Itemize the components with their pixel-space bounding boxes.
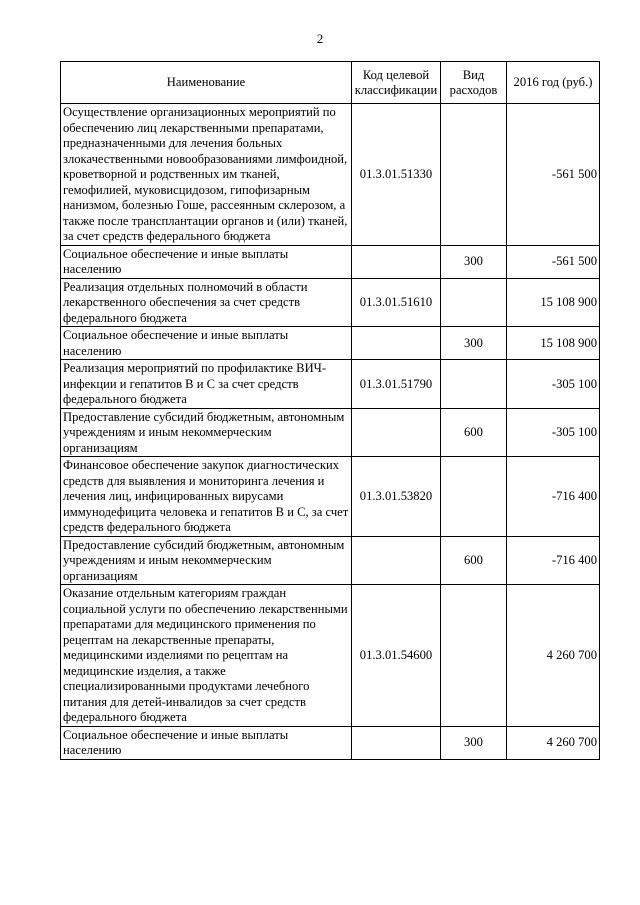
row-expense-type: 300 (441, 327, 507, 360)
row-name: Социальное обеспечение и иные выплаты населению (61, 327, 352, 360)
row-name: Оказание отдельным категориям граждан социальной услуги по обеспечению лекарственными препаратами для медицинского применения по рецептам на лекарственные препараты, медицинскими изделиями по рецептам на медицинские изделия, а также специализированными продуктами лечебного питания для детей-инвалидов за счет средств федерального бюджета (61, 585, 352, 727)
row-code: 01.3.01.51330 (352, 104, 441, 246)
header-expense-type: Вид расходов (441, 62, 507, 104)
row-expense-type: 600 (441, 408, 507, 457)
row-name: Осуществление организационных мероприятий по обеспечению лиц лекарственными препаратами, предназначенными для лечения больных злокачественными новообразованиями лимфоидной, кроветворной и родственных им тканей, гемофилией, муковисцидозом, гипофизарным нанизмом, болезнью Гоше, рассеянным склерозом, а также после трансплантации органов и (или) тканей, за счет средств федерального бюджета (61, 104, 352, 246)
table-row (61, 278, 600, 327)
table-row (61, 104, 600, 246)
row-amount: 15 108 900 (507, 278, 600, 327)
row-expense-type: 300 (441, 726, 507, 759)
row-code: 01.3.01.54600 (352, 585, 441, 727)
row-name: Финансовое обеспечение закупок диагностических средств для выявления и мониторинга лечения и лечения лиц, инфицированных вирусами иммунодефицита человека и гепатитов В и С, за счет средств федерального бюджета (61, 457, 352, 537)
row-name: Социальное обеспечение и иные выплаты населению (61, 245, 352, 278)
row-name: Реализация отдельных полномочий в области лекарственного обеспечения за счет средств федерального бюджета (61, 278, 352, 327)
row-expense-type: 300 (441, 245, 507, 278)
row-amount: -305 100 (507, 360, 600, 409)
row-code: 01.3.01.53820 (352, 457, 441, 537)
row-code (352, 726, 441, 759)
row-name: Социальное обеспечение и иные выплаты населению (61, 726, 352, 759)
row-name: Реализация мероприятий по профилактике ВИЧ-инфекции и гепатитов В и С за счет средств федерального бюджета (61, 360, 352, 409)
row-expense-type (441, 585, 507, 727)
row-amount: -561 500 (507, 245, 600, 278)
row-amount: 4 260 700 (507, 726, 600, 759)
table-row (61, 360, 600, 409)
table-row (61, 457, 600, 537)
row-name: Предоставление субсидий бюджетным, автономным учреждениям и иным некоммерческим организациям (61, 408, 352, 457)
table-row (61, 408, 600, 457)
row-code (352, 536, 441, 585)
page-number: 2 (316, 31, 324, 46)
row-amount: 4 260 700 (507, 585, 600, 727)
row-code (352, 245, 441, 278)
row-code: 01.3.01.51790 (352, 360, 441, 409)
row-amount: -716 400 (507, 536, 600, 585)
row-amount: -716 400 (507, 457, 600, 537)
table-row (61, 585, 600, 727)
table-row (61, 726, 600, 759)
row-name: Предоставление субсидий бюджетным, автономным учреждениям и иным некоммерческим организациям (61, 536, 352, 585)
row-expense-type (441, 278, 507, 327)
row-code (352, 408, 441, 457)
table-header-row (61, 62, 600, 104)
header-code: Код целевой классификации (352, 62, 441, 104)
header-name: Наименование (61, 62, 352, 104)
row-amount: 15 108 900 (507, 327, 600, 360)
row-expense-type (441, 457, 507, 537)
row-expense-type (441, 104, 507, 246)
row-code (352, 327, 441, 360)
budget-table (60, 61, 600, 760)
table-row (61, 327, 600, 360)
table-row (61, 245, 600, 278)
row-amount: -561 500 (507, 104, 600, 246)
row-expense-type (441, 360, 507, 409)
header-amount-2016: 2016 год (руб.) (507, 62, 600, 104)
table-row (61, 536, 600, 585)
row-amount: -305 100 (507, 408, 600, 457)
row-expense-type: 600 (441, 536, 507, 585)
row-code: 01.3.01.51610 (352, 278, 441, 327)
